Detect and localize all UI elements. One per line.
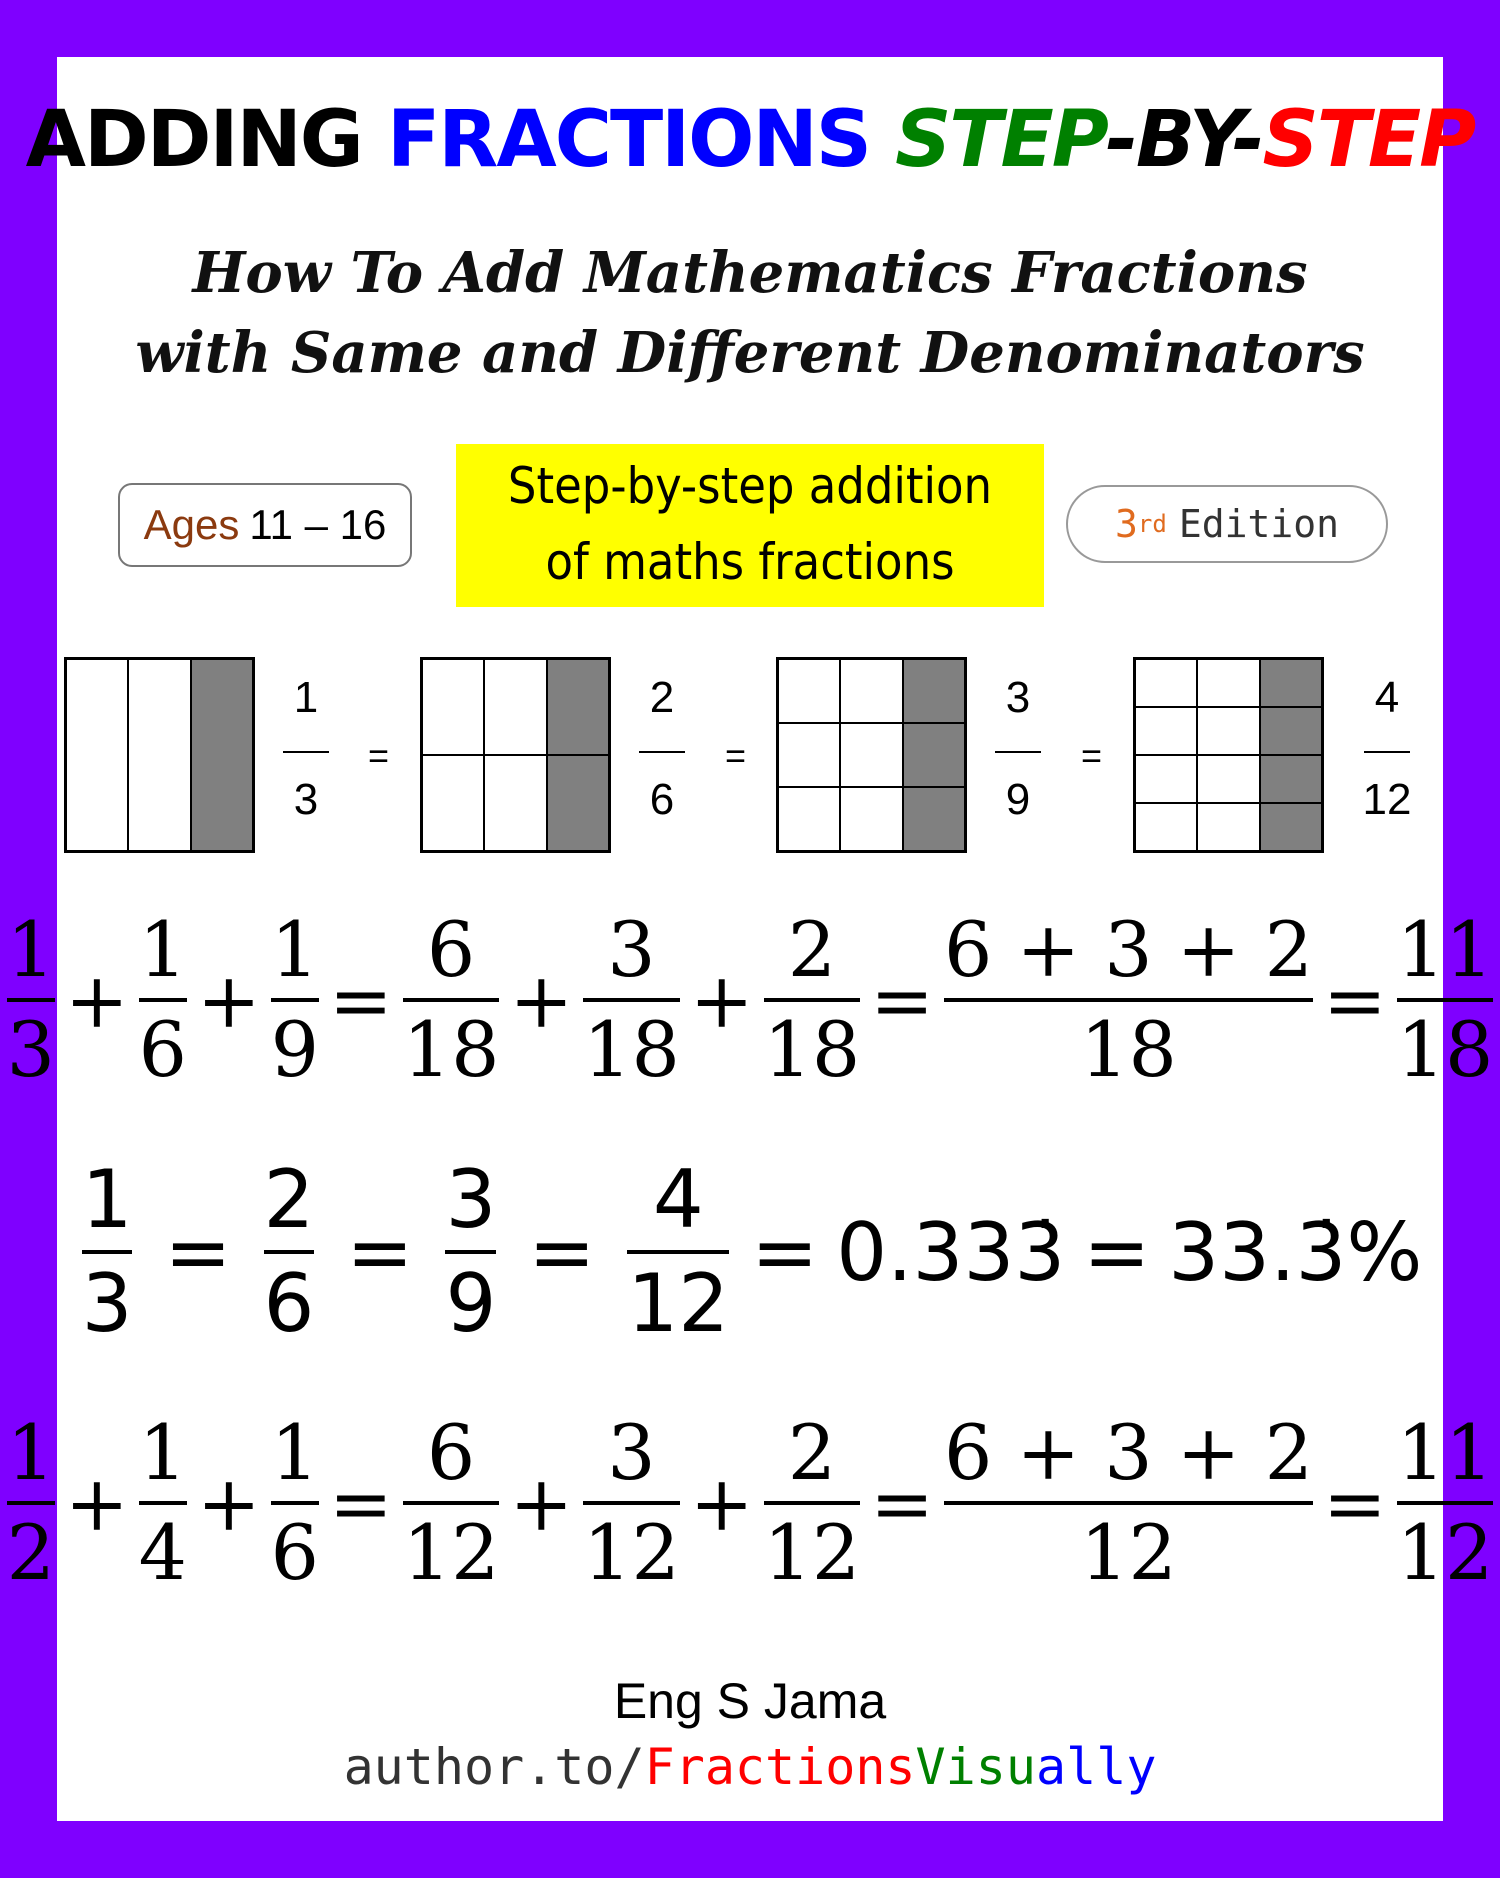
edition-word: Edition bbox=[1178, 502, 1339, 546]
grid-cell bbox=[128, 659, 190, 851]
eq1-fraction: $\frac{1}{9}$ bbox=[270, 905, 320, 1094]
equation-2 bbox=[0, 1153, 1500, 1350]
eq1-fraction: $\frac{3}{18}$ bbox=[583, 905, 680, 1094]
eq3-fraction: $\frac{1}{2}$ bbox=[6, 1408, 55, 1597]
visual-fraction-4 bbox=[1342, 673, 1432, 825]
plus-sign: + bbox=[64, 955, 129, 1045]
book-title bbox=[0, 95, 1500, 185]
author-name: Eng S Jama bbox=[613, 1673, 887, 1729]
equals-sign: = bbox=[329, 1458, 393, 1548]
grid-cell bbox=[484, 659, 546, 755]
visual-fraction-1 bbox=[261, 673, 351, 825]
grid-cell bbox=[778, 659, 840, 723]
plus-sign: + bbox=[689, 1458, 754, 1548]
grid-cell bbox=[840, 787, 902, 851]
equals-sign: = bbox=[346, 1205, 414, 1299]
grid-cell bbox=[778, 723, 840, 787]
edition-badge bbox=[1066, 485, 1388, 563]
grid-cell bbox=[1197, 803, 1259, 851]
visual-fraction-denominator: 3 bbox=[293, 775, 319, 824]
grid-cell-shaded bbox=[1260, 659, 1322, 707]
equals-sign: = bbox=[751, 1205, 819, 1299]
eq3-fraction: $\frac{11}{12}$ bbox=[1396, 1408, 1494, 1597]
grid-cell-shaded bbox=[903, 787, 965, 851]
grid-cell bbox=[422, 755, 484, 851]
url-letter: i bbox=[945, 1738, 976, 1796]
equals-sign: = bbox=[329, 955, 393, 1045]
equals-sign: = bbox=[164, 1205, 232, 1299]
url-letter: y bbox=[1126, 1738, 1157, 1796]
subtitle-line1: How To Add Mathematics Fractions bbox=[192, 240, 1308, 306]
grid-cell bbox=[1135, 659, 1197, 707]
grid-cell bbox=[1135, 755, 1197, 803]
equals-sign: = bbox=[1323, 1458, 1387, 1548]
banner-box bbox=[456, 444, 1044, 607]
visual-equals-2: = bbox=[725, 735, 747, 776]
equals-sign: = bbox=[870, 1458, 934, 1548]
eq1-fraction: $\frac{6}{18}$ bbox=[402, 905, 500, 1094]
visual-fraction-3 bbox=[973, 673, 1063, 825]
title-word-fractions: FRACTIONS bbox=[386, 95, 870, 185]
url-prefix: author.to/ bbox=[343, 1738, 645, 1796]
grid-cell bbox=[840, 723, 902, 787]
grid-cell bbox=[1197, 707, 1259, 755]
visual-fraction-numerator: 4 bbox=[1374, 673, 1400, 722]
visual-fraction-denominator: 9 bbox=[1005, 775, 1031, 824]
grid-cell-shaded bbox=[903, 659, 965, 723]
title-word-by: -BY- bbox=[1105, 95, 1263, 185]
eq3-fraction: $\frac{2}{12}$ bbox=[763, 1408, 861, 1597]
equals-sign: = bbox=[1323, 955, 1387, 1045]
equals-sign: = bbox=[870, 955, 934, 1045]
ages-badge bbox=[118, 483, 412, 567]
decimal-value: 0.333̇ bbox=[836, 1205, 1066, 1299]
eq2-fraction: $\frac{4}{12}$ bbox=[627, 1153, 730, 1350]
title-word-step1: STEP bbox=[895, 95, 1106, 185]
eq2-fraction: $\frac{2}{6}$ bbox=[263, 1153, 315, 1350]
eq3-fraction: $\frac{6 + 3 + 2}{12}$ bbox=[943, 1408, 1313, 1597]
plus-sign: + bbox=[509, 955, 574, 1045]
ages-range: 11 – 16 bbox=[249, 501, 387, 548]
url-letter: l bbox=[1096, 1738, 1127, 1796]
visual-fraction-2 bbox=[617, 673, 707, 825]
edition-number: 3 bbox=[1115, 502, 1138, 546]
grid-cell-shaded bbox=[547, 755, 609, 851]
grid-one-third bbox=[64, 657, 255, 853]
grid-cell bbox=[1135, 707, 1197, 755]
plus-sign: + bbox=[64, 1458, 129, 1548]
visual-equals-1: = bbox=[368, 735, 390, 776]
edition-suffix: rd bbox=[1137, 510, 1167, 538]
url-fractions: Fractions bbox=[644, 1738, 916, 1796]
eq1-fraction: $\frac{11}{18}$ bbox=[1396, 905, 1494, 1094]
grid-cell bbox=[1135, 803, 1197, 851]
equals-sign: = bbox=[528, 1205, 596, 1299]
plus-sign: + bbox=[689, 955, 754, 1045]
eq2-fraction: $\frac{3}{9}$ bbox=[445, 1153, 497, 1350]
eq1-fraction: $\frac{1}{6}$ bbox=[138, 905, 187, 1094]
grid-cell bbox=[484, 755, 546, 851]
eq3-fraction: $\frac{1}{6}$ bbox=[270, 1408, 320, 1597]
grid-four-twelfths bbox=[1133, 657, 1324, 853]
ages-label: Ages bbox=[143, 501, 240, 548]
url-letter: s bbox=[975, 1738, 1006, 1796]
grid-cell-shaded bbox=[1260, 803, 1322, 851]
grid-cell bbox=[422, 659, 484, 755]
visual-fraction-numerator: 1 bbox=[293, 673, 319, 722]
url-letter: a bbox=[1035, 1738, 1067, 1796]
eq3-fraction: $\frac{1}{4}$ bbox=[138, 1408, 187, 1597]
grid-cell bbox=[66, 659, 128, 851]
grid-three-ninths bbox=[776, 657, 967, 853]
plus-sign: + bbox=[196, 955, 261, 1045]
eq3-fraction: $\frac{6}{12}$ bbox=[402, 1408, 500, 1597]
url-letter: l bbox=[1066, 1738, 1097, 1796]
grid-cell-shaded bbox=[1260, 707, 1322, 755]
eq1-fraction: $\frac{6 + 3 + 2}{18}$ bbox=[943, 905, 1313, 1094]
grid-cell bbox=[1197, 659, 1259, 707]
banner-line1: Step-by-step addition bbox=[507, 457, 993, 515]
visual-equals-3: = bbox=[1081, 735, 1103, 776]
eq1-fraction: $\frac{1}{3}$ bbox=[6, 905, 55, 1094]
grid-cell bbox=[840, 659, 902, 723]
equation-3 bbox=[0, 1408, 1500, 1597]
url-letter: u bbox=[1005, 1738, 1036, 1796]
grid-cell bbox=[778, 787, 840, 851]
eq1-fraction: $\frac{2}{18}$ bbox=[763, 905, 861, 1094]
grid-cell bbox=[1197, 755, 1259, 803]
plus-sign: + bbox=[196, 1458, 261, 1548]
title-word-step2: STEP bbox=[1262, 95, 1475, 185]
url-letter: V bbox=[915, 1738, 946, 1796]
visual-fraction-denominator: 12 bbox=[1362, 775, 1412, 824]
visual-fraction-denominator: 6 bbox=[649, 775, 675, 824]
plus-sign: + bbox=[509, 1458, 574, 1548]
equals-sign: = bbox=[1083, 1205, 1151, 1299]
author-url[interactable] bbox=[0, 1738, 1500, 1796]
percent-value: 33.3̇% bbox=[1168, 1205, 1423, 1299]
eq2-fraction: $\frac{1}{3}$ bbox=[81, 1153, 133, 1350]
subtitle-line2: with Same and Different Denominators bbox=[135, 320, 1365, 386]
grid-cell-shaded bbox=[903, 723, 965, 787]
equation-1 bbox=[0, 905, 1500, 1094]
grid-cell-shaded bbox=[1260, 755, 1322, 803]
visual-fraction-numerator: 3 bbox=[1005, 673, 1031, 722]
grid-cell-shaded bbox=[547, 659, 609, 755]
title-word-adding: ADDING bbox=[25, 95, 362, 185]
grid-cell-shaded bbox=[191, 659, 253, 851]
banner-line2: of maths fractions bbox=[545, 533, 955, 591]
visual-fraction-numerator: 2 bbox=[649, 673, 675, 722]
grid-two-sixths bbox=[420, 657, 611, 853]
eq3-fraction: $\frac{3}{12}$ bbox=[583, 1408, 680, 1597]
